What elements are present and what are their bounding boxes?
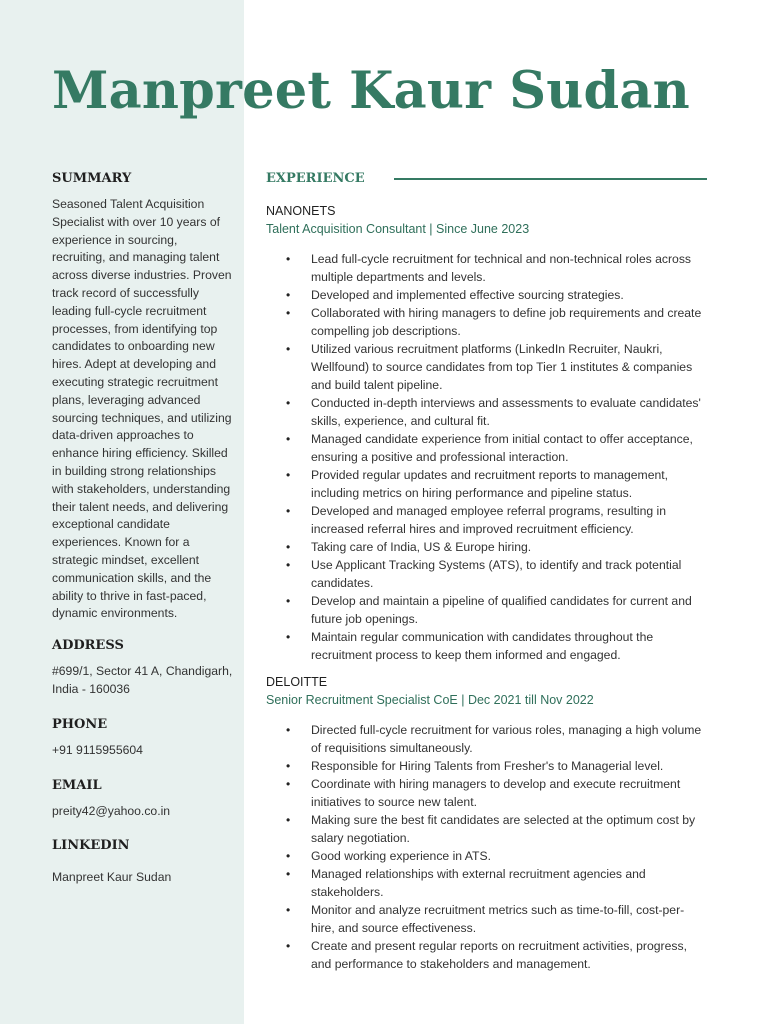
list-item: • Develop and maintain a pipeline of qualified candidates for current and future job openings. <box>266 592 703 628</box>
list-item: • Conducted in-depth interviews and assessments to evaluate candidates' skills, experience, and cultural fit. <box>266 394 703 430</box>
summary-text: Seasoned Talent Acquisition Specialist with over 10 years of experience in sourcing, recruiting, and managing talent across diverse industries. Proven track record of successfully leading full-cycle recruitment processes, from identifying top candidates to onboarding new hires. Adept at developing and executing strategic recruitment plans, leveraging advanced sourcing techniques, and utilizing data-driven approaches to enhance hiring efficiency. Skilled in building strong relationships with stakeholders, understanding their talent needs, and delivering exceptional candidate experiences. Known for a strategic mindset, excellent communication skills, and the ability to thrive in fast-paced, dynamic environments. <box>52 197 232 621</box>
list-item: • Making sure the best fit candidates are selected at the optimum cost by salary negotiation. <box>266 811 703 847</box>
linkedin-section <box>52 837 234 887</box>
list-item: • Maintain regular communication with candidates throughout the recruitment process to keep them informed and engaged. <box>266 628 703 664</box>
candidate-name: Manpreet Kaur Sudan <box>52 61 690 121</box>
address-section <box>52 637 234 699</box>
summary-heading: SUMMARY <box>52 171 132 186</box>
email-heading: EMAIL <box>52 777 102 793</box>
left-column <box>52 170 234 887</box>
job-role: Senior Recruitment Specialist CoE | Dec 2021 till Nov 2022 <box>266 693 594 707</box>
list-item: • Coordinate with hiring managers to develop and execute recruitment initiatives to source new talent. <box>266 775 703 811</box>
list-item: • Developed and managed employee referral programs, resulting in increased referral hires and improved recruitment efficiency. <box>266 502 703 538</box>
job-entry-nanonets <box>266 203 712 664</box>
company-name: DELOITTE <box>266 675 328 689</box>
experience-column <box>266 170 712 973</box>
job-entry-deloitte <box>266 674 712 973</box>
phone-heading: PHONE <box>52 716 108 732</box>
address-text: #699/1, Sector 41 A, Chandigarh, India - 160036 <box>52 664 233 696</box>
list-item: • Utilized various recruitment platforms (LinkedIn Recruiter, Naukri, Wellfound) to source candidates from top Tier 1 institutes & companies and build talent pipeline. <box>266 340 703 394</box>
linkedin-heading: LINKEDIN <box>52 838 130 854</box>
list-item: • Lead full-cycle recruitment for technical and non-technical roles across multiple departments and levels. <box>266 250 703 286</box>
summary-section <box>52 170 234 623</box>
list-item: • Good working experience in ATS. <box>266 847 703 865</box>
heading-divider <box>394 178 707 180</box>
linkedin-text[interactable]: Manpreet Kaur Sudan <box>52 870 172 885</box>
company-name: NANONETS <box>266 204 336 218</box>
job-bullets <box>266 250 712 664</box>
phone-section <box>52 716 234 760</box>
experience-header <box>266 170 712 190</box>
list-item: • Directed full-cycle recruitment for various roles, managing a high volume of requisitions simultaneously. <box>266 721 703 757</box>
job-bullets <box>266 721 712 973</box>
phone-text: +91 9115955604 <box>52 742 143 757</box>
list-item: • Responsible for Hiring Talents from Fresher's to Managerial level. <box>266 757 703 775</box>
experience-heading: EXPERIENCE <box>266 171 365 186</box>
address-heading: ADDRESS <box>52 638 124 654</box>
list-item: • Collaborated with hiring managers to define job requirements and create compelling job descriptions. <box>266 304 703 340</box>
email-section <box>52 777 234 821</box>
list-item: • Developed and implemented effective sourcing strategies. <box>266 286 703 304</box>
email-text[interactable]: preity42@yahoo.co.in <box>52 803 171 818</box>
job-role: Talent Acquisition Consultant | Since June 2023 <box>266 222 530 236</box>
list-item: • Provided regular updates and recruitment reports to management, including metrics on hiring performance and pipeline status. <box>266 466 703 502</box>
list-item: • Create and present regular reports on recruitment activities, progress, and performance to stakeholders and management. <box>266 937 703 973</box>
list-item: • Managed relationships with external recruitment agencies and stakeholders. <box>266 865 703 901</box>
list-item: • Monitor and analyze recruitment metrics such as time-to-fill, cost-per-hire, and source effectiveness. <box>266 901 703 937</box>
list-item: • Taking care of India, US & Europe hiring. <box>266 538 703 556</box>
list-item: • Managed candidate experience from initial contact to offer acceptance, ensuring a positive and professional interaction. <box>266 430 703 466</box>
list-item: • Use Applicant Tracking Systems (ATS), to identify and track potential candidates. <box>266 556 703 592</box>
